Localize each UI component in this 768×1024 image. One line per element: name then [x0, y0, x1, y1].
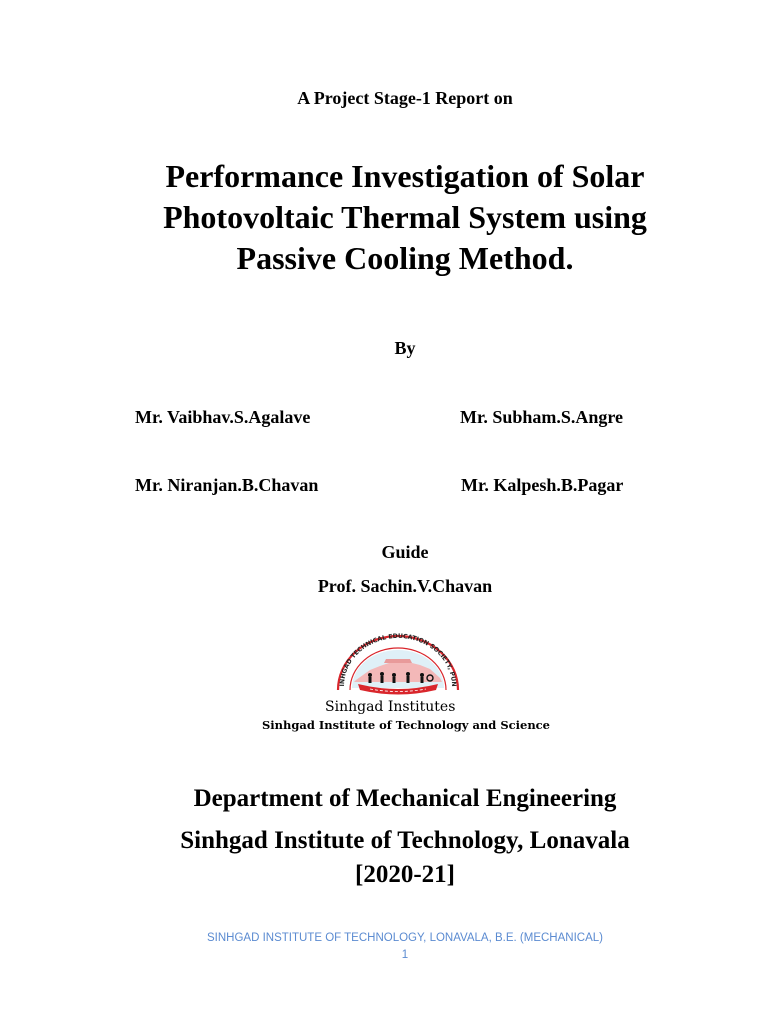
- page-number: 1: [401, 949, 409, 961]
- by-label: By: [394, 338, 416, 358]
- institute-full-name: Sinhgad Institute of Technology and Science: [262, 718, 550, 732]
- author-1: Mr. Vaibhav.S.Agalave: [135, 407, 311, 427]
- academic-year: [2020-21]: [355, 861, 455, 888]
- report-title-line-3: Passive Cooling Method.: [236, 240, 574, 276]
- author-4: Mr. Kalpesh.B.Pagar: [461, 475, 624, 495]
- author-2: Mr. Subham.S.Angre: [460, 407, 624, 427]
- logo-ring-text: INHGAD TECHNICAL EDUCATION SOCIETY, PUN: [338, 632, 458, 687]
- report-title: [21, 156, 768, 279]
- page-footer: SINHGAD INSTITUTE OF TECHNOLOGY, LONAVALA, B.E. (MECHANICAL): [207, 932, 603, 944]
- report-title-line-2: Photovoltaic Thermal System using: [163, 199, 647, 235]
- guide-label: Guide: [381, 542, 429, 562]
- college-name: Sinhgad Institute of Technology, Lonavala: [180, 827, 630, 854]
- report-subtitle: A Project Stage-1 Report on: [297, 88, 513, 108]
- department-name: Department of Mechanical Engineering: [193, 785, 617, 812]
- author-3: Mr. Niranjan.B.Chavan: [135, 475, 319, 495]
- institute-logo: [330, 632, 466, 698]
- guide-name: Prof. Sachin.V.Chavan: [317, 576, 493, 596]
- report-title-line-1: Performance Investigation of Solar: [165, 158, 645, 194]
- institute-name: Sinhgad Institutes: [325, 699, 456, 715]
- logo-emblem-icon: [330, 632, 466, 698]
